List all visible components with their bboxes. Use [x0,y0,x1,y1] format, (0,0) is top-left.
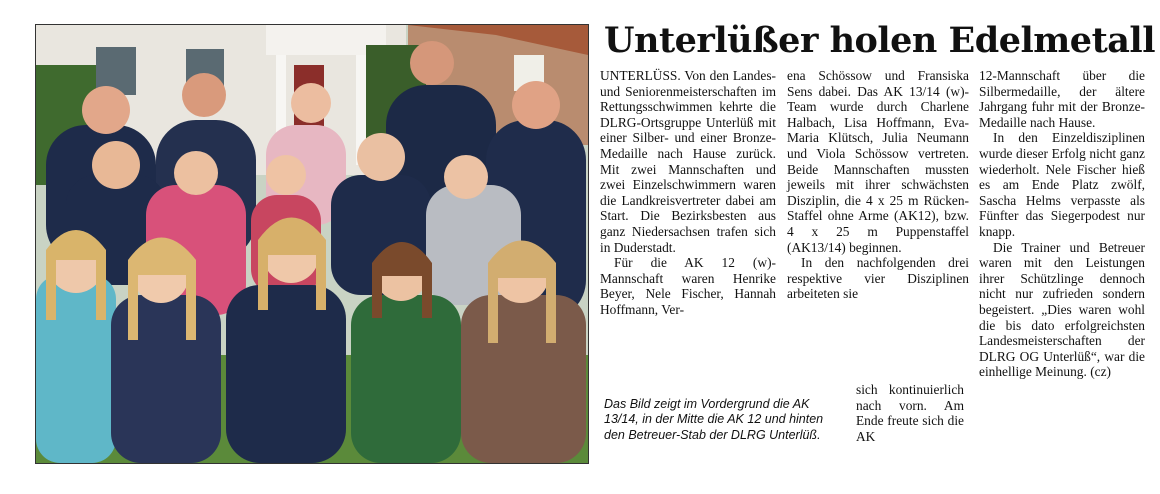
paragraph: Für die AK 12 (w)-Mannschaft waren Henrike Beyer, Nele Fischer, Hannah Hoffmann, Ver- [600,255,776,317]
paragraph: In den Einzeldisziplinen wurde dieser Erfolg nicht ganz wiederholt. Nele Fischer hieß es am Ende Platz zwölf, Sascha Helms verpasste als Fünfter das Siegerpodest nur knapp. [979,130,1145,239]
paragraph-continuation: sich kontinuierlich nach vorn. Am Ende freute sich die AK [856,382,964,444]
paragraph: ena Schössow und Fransiska Sens dabei. Das AK 13/14 (w)-Team wurde durch Charlene Halbach, Lisa Hoffmann, Eva-Maria Klütsch, Julia Neumann und Viola Schössow vertreten. Beide Mannschaften mussten jeweils mit ihrer schwächsten Disziplin, die 4 x 25 m Rücken-Staffel ohne Arme (AK12), bzw. 4 x 25 m Puppenstaffel (AK13/14) beginnen. [787,68,969,255]
article-column-3 [979,68,1145,380]
paragraph: Die Trainer und Betreuer waren mit den Leistungen ihrer Schützlinge dennoch nicht nur zufrieden sondern begeistert. „Dies waren wohl die bis dato erfolgreichsten Landesmeisterschaften der DLRG OG Unterlüß“, war die einhellige Meinung. (cz) [979,239,1145,380]
photo-caption: Das Bild zeigt im Vordergrund die AK 13/14, in der Mitte die AK 12 und hinten den Betreuer-Stab der DLRG Unterlüß. [604,397,824,442]
article-headline: Unterlüßer holen Edelmetall [604,20,1156,61]
paragraph: UNTERLÜSS. Von den Landes- und Seniorenmeisterschaften im Rettungsschwimmen kehrte die DLRG-Ortsgruppe Unterlüß mit einer Silber- und einer Bronze-Medaille nach Hause zurück. Mit zwei Mannschaften und zwei Einzelschwimmern waren die Landkreisvertreter dabei am Start. Die Bezirksbesten aus ganz Niedersachsen trafen sich in Duderstadt. [600,68,776,255]
article-column-2 [787,68,969,302]
paragraph: In den nachfolgenden drei respektive vier Disziplinen arbeiteten sie [787,255,969,302]
group-photo-illustration [36,25,588,463]
article-column-1 [600,68,776,318]
paragraph: 12-Mannschaft über die Silbermedaille, der ältere Jahrgang fuhr mit der Bronze-Medaille nach Hause. [979,68,1145,130]
article-photo [35,24,589,464]
